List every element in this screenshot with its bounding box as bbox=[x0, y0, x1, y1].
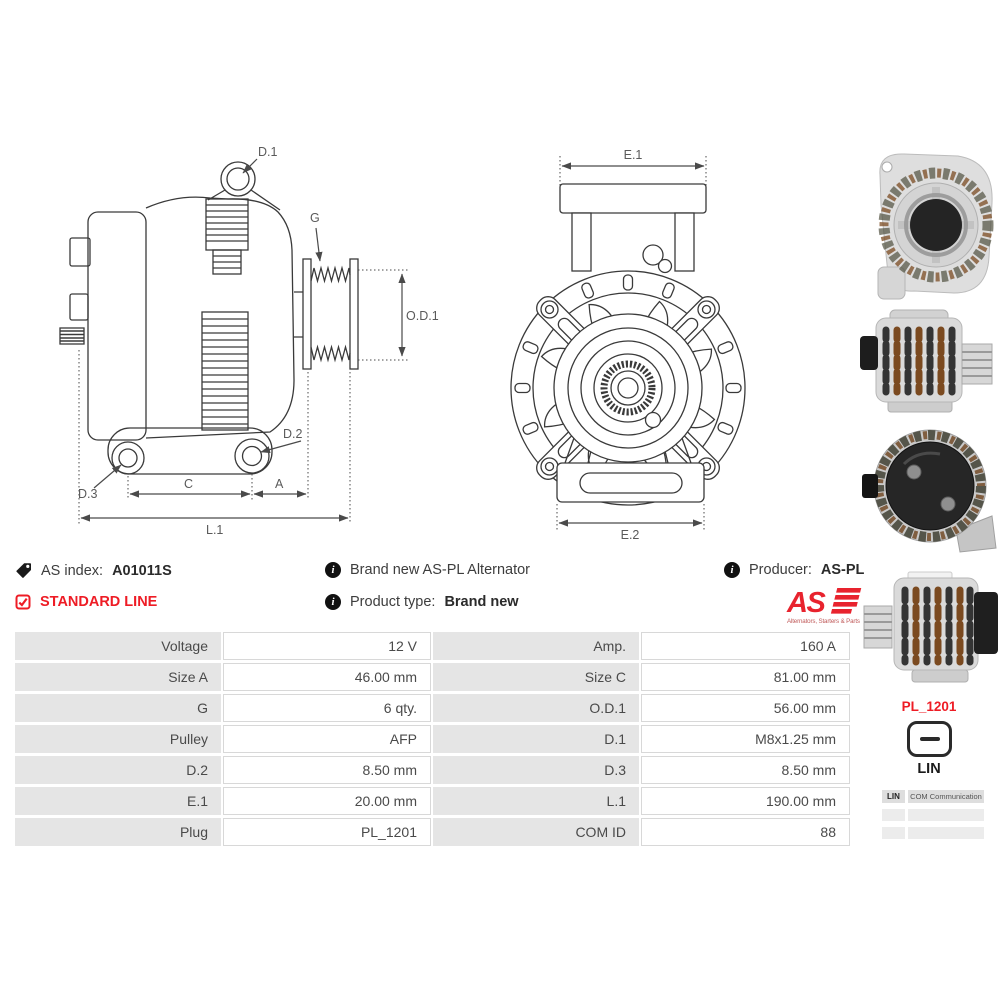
info-icon: i bbox=[724, 562, 740, 578]
spec-value-cell: 81.00 mm bbox=[641, 663, 850, 691]
product-photo-3[interactable] bbox=[860, 424, 1000, 556]
placeholder-row bbox=[882, 809, 984, 821]
dim-label-l1: L.1 bbox=[206, 523, 224, 537]
info-icon: i bbox=[325, 562, 341, 578]
com-communication-row bbox=[882, 790, 984, 803]
spec-value-cell: PL_1201 bbox=[223, 818, 431, 846]
plug-pin bbox=[920, 737, 940, 741]
plug-type: LIN bbox=[917, 761, 941, 777]
product-type-label: Product type: bbox=[350, 594, 436, 610]
product-type-row bbox=[325, 594, 519, 610]
placeholder-row bbox=[882, 827, 984, 839]
producer-row bbox=[724, 562, 864, 578]
spec-label-cell: O.D.1 bbox=[433, 694, 639, 722]
standard-line-label: STANDARD LINE bbox=[40, 594, 158, 610]
spec-value-cell: 88 bbox=[641, 818, 850, 846]
dim-label-a: A bbox=[275, 477, 284, 491]
technical-drawing-side-view bbox=[58, 142, 443, 542]
spec-label-cell: D.2 bbox=[15, 756, 221, 784]
spec-label-cell: L.1 bbox=[433, 787, 639, 815]
producer-label: Producer: bbox=[749, 562, 812, 578]
standard-line-badge bbox=[15, 594, 157, 610]
dim-label-d2: D.2 bbox=[283, 427, 303, 441]
logo-tagline: Alternators, Starters & Parts bbox=[787, 618, 860, 625]
info-icon: i bbox=[325, 594, 341, 610]
dim-label-d3: D.3 bbox=[78, 487, 98, 501]
spec-value-cell: AFP bbox=[223, 725, 431, 753]
producer-value: AS-PL bbox=[820, 562, 865, 578]
spec-value-cell: 56.00 mm bbox=[641, 694, 850, 722]
dim-label-g: G bbox=[310, 211, 320, 225]
spec-table bbox=[15, 632, 850, 846]
as-index-row bbox=[15, 562, 172, 579]
com-value: COM Communication bbox=[908, 790, 984, 803]
dim-label-d1: D.1 bbox=[258, 145, 278, 159]
spec-value-cell: 8.50 mm bbox=[223, 756, 431, 784]
logo-text: AS bbox=[787, 587, 825, 619]
spec-value-cell: 12 V bbox=[223, 632, 431, 660]
dim-label-c: C bbox=[184, 477, 194, 491]
product-photo-2[interactable] bbox=[860, 300, 1000, 418]
spec-label-cell: Pulley bbox=[15, 725, 221, 753]
com-label: LIN bbox=[882, 790, 905, 803]
technical-drawing-front-view bbox=[488, 142, 758, 542]
spec-label-cell: E.1 bbox=[15, 787, 221, 815]
as-index-label: AS index: bbox=[41, 562, 104, 579]
product-photo-1[interactable] bbox=[858, 143, 1000, 305]
as-pl-logo bbox=[786, 585, 862, 625]
dim-label-e1: E.1 bbox=[623, 148, 643, 162]
spec-value-cell: 20.00 mm bbox=[223, 787, 431, 815]
spec-label-cell: G bbox=[15, 694, 221, 722]
spec-value-cell: 8.50 mm bbox=[641, 756, 850, 784]
spec-label-cell: Size C bbox=[433, 663, 639, 691]
spec-label-cell: Size A bbox=[15, 663, 221, 691]
product-photo-4[interactable] bbox=[860, 558, 1000, 690]
spec-label-cell: Plug bbox=[15, 818, 221, 846]
spec-label-cell: Voltage bbox=[15, 632, 221, 660]
spec-label-cell: D.3 bbox=[433, 756, 639, 784]
spec-value-cell: 6 qty. bbox=[223, 694, 431, 722]
tag-icon bbox=[15, 562, 32, 579]
description-row bbox=[325, 562, 530, 578]
description-text: Brand new AS-PL Alternator bbox=[350, 562, 531, 578]
dim-label-e2: E.2 bbox=[620, 528, 640, 542]
plug-connector-icon bbox=[907, 721, 952, 757]
spec-value-cell: 46.00 mm bbox=[223, 663, 431, 691]
spec-label-cell: D.1 bbox=[433, 725, 639, 753]
checkbox-checked-icon bbox=[15, 594, 31, 610]
plug-code: PL_1201 bbox=[901, 699, 957, 714]
spec-value-cell: 190.00 mm bbox=[641, 787, 850, 815]
product-type-value: Brand new bbox=[444, 594, 519, 610]
dim-label-od1: O.D.1 bbox=[406, 309, 439, 323]
as-index-value: A01011S bbox=[112, 562, 172, 579]
spec-value-cell: M8x1.25 mm bbox=[641, 725, 850, 753]
spec-label-cell: Amp. bbox=[433, 632, 639, 660]
spec-label-cell: COM ID bbox=[433, 818, 639, 846]
spec-value-cell: 160 A bbox=[641, 632, 850, 660]
